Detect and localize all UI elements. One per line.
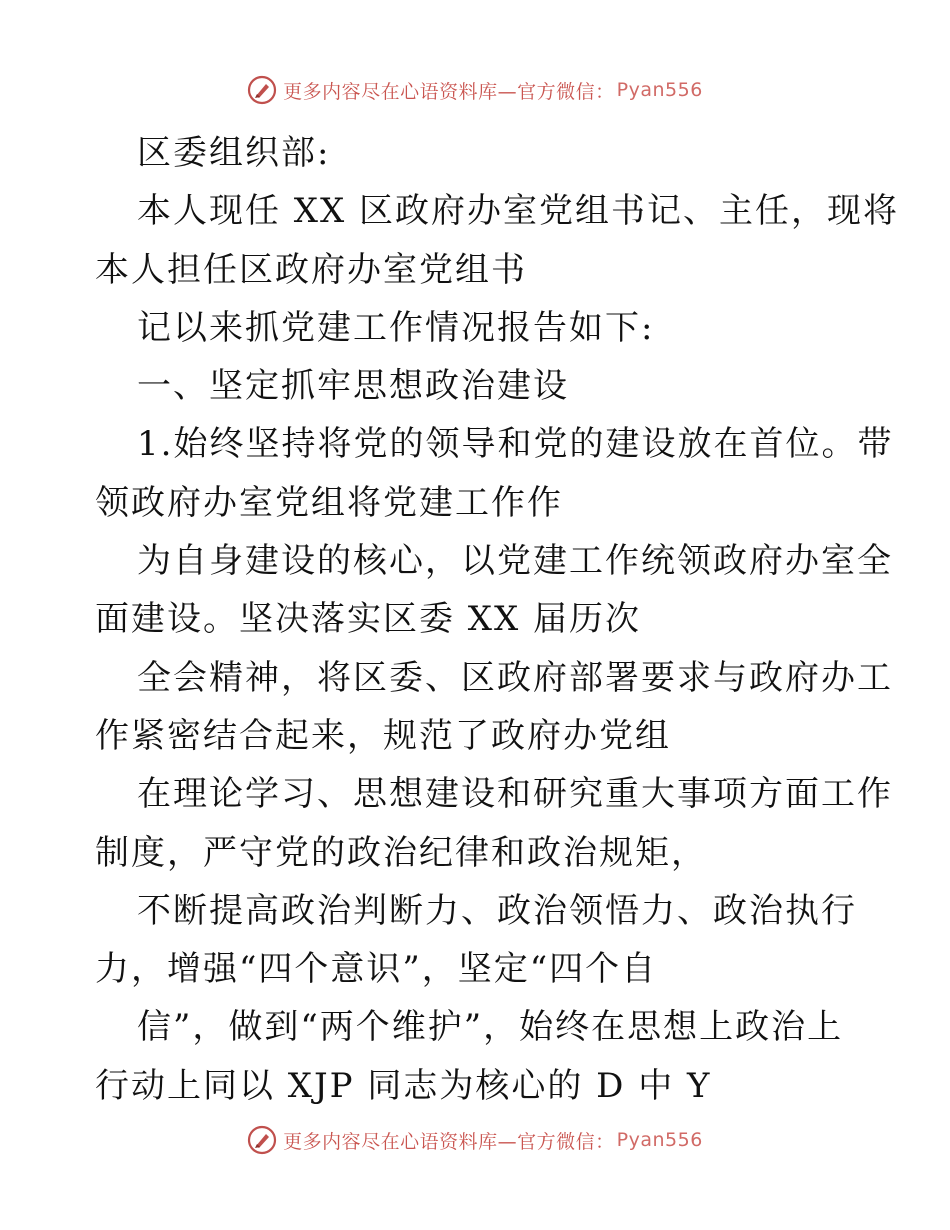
addressee-line: 区委组织部: — [137, 133, 331, 173]
paragraph-line: 领政府办室党组将党建工作作 — [95, 482, 563, 523]
paragraph-line: 本人现任 XX 区政府办室党组书记、主任，现将 — [137, 191, 900, 232]
watermark-header — [0, 70, 950, 110]
section-heading: 一、坚定抓牢思想政治建设 — [137, 366, 569, 407]
watermark-text: 更多内容尽在心语资料库—官方微信： — [283, 1130, 615, 1153]
pen-nib-logo-icon — [247, 75, 277, 105]
watermark-wechat-id: Pyan556 — [616, 1129, 703, 1151]
paragraph-line: 在理论学习、思想建设和研究重大事项方面工作 — [137, 774, 893, 815]
paragraph-line: 记以来抓党建工作情况报告如下: — [137, 307, 655, 348]
document-body — [95, 124, 900, 1115]
paragraph-line: 信”，做到“两个维护”，始终在思想上政治上 — [137, 1007, 844, 1048]
paragraph-line: 力，增强“四个意识”，坚定“四个自 — [95, 949, 658, 990]
paragraph-line: 作紧密结合起来，规范了政府办党组 — [95, 715, 671, 756]
paragraph-line: 本人担任区政府办室党组书 — [95, 249, 527, 290]
paragraph-line: 不断提高政治判断力、政治领悟力、政治执行 — [137, 890, 857, 931]
paragraph-line: 行动上同以 XJP 同志为核心的 D 中 Y — [95, 1065, 712, 1106]
paragraph-line: 制度，严守党的政治纪律和政治规矩， — [95, 832, 707, 873]
paragraph-line: 为自身建设的核心，以党建工作统领政府办室全 — [137, 541, 893, 582]
watermark-text: 更多内容尽在心语资料库—官方微信： — [283, 80, 615, 103]
watermark-footer — [0, 1120, 950, 1160]
paragraph-line: 面建设。坚决落实区委 XX 届历次 — [95, 599, 642, 640]
watermark-wechat-id: Pyan556 — [616, 79, 703, 101]
paragraph-line: 1.始终坚持将党的领导和党的建设放在首位。带 — [137, 424, 894, 465]
paragraph-line: 全会精神，将区委、区政府部署要求与政府办工 — [137, 657, 893, 698]
pen-nib-logo-icon — [247, 1125, 277, 1155]
